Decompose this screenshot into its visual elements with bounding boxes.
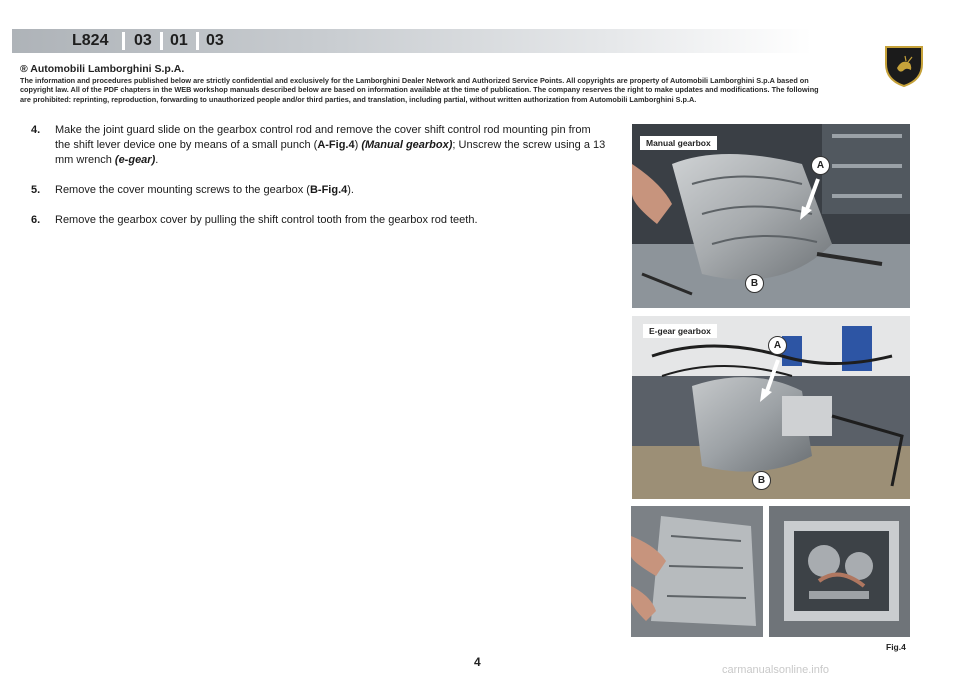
figure-reference: A-Fig.4 bbox=[317, 139, 355, 151]
step-item bbox=[31, 123, 606, 168]
code-separator bbox=[196, 32, 199, 50]
photo-label: E-gear gearbox bbox=[643, 324, 717, 338]
step-number: 5. bbox=[31, 184, 41, 196]
gearbox-type-note: (e-gear) bbox=[114, 154, 156, 166]
figure-reference: B-Fig.4 bbox=[309, 184, 348, 196]
procedure-steps bbox=[31, 123, 606, 243]
step-item bbox=[31, 183, 606, 198]
step-text: Remove the cover mounting screws to the gearbox (B-Fig.4). bbox=[55, 184, 354, 196]
callout-marker: B bbox=[745, 274, 764, 293]
callout-marker: A bbox=[768, 336, 787, 355]
copyright-notice bbox=[20, 63, 826, 104]
code-subgroup: 01 bbox=[170, 32, 188, 49]
code-section: 03 bbox=[206, 32, 224, 49]
lamborghini-shield-icon bbox=[884, 44, 924, 88]
gearbox-type-note: (Manual gearbox) bbox=[361, 139, 453, 151]
figure-caption: Fig.4 bbox=[886, 642, 906, 652]
code-model: L824 bbox=[72, 32, 109, 49]
egear-gearbox-photo bbox=[632, 316, 910, 499]
cover-removal-photo bbox=[631, 506, 763, 637]
photo-label: Manual gearbox bbox=[640, 136, 717, 150]
notice-body: The information and procedures published below are strictly confidential and exclusively for the Lamborghini Dealer Network and Authorized Service Points. All copyrights are property of Automobili Lamborghini S.p.A based on copyright law. All of the PDF chapters in the WEB workshop manuals described below are based on information available at the time of publication. The company reserves the right to make updates and modifications. The following are prohibited: reprinting, reproduction, forwarding to unauthorized people and/or third parties, and translation, including partial, without written authorization from Automobili Lamborghini S.p.A. bbox=[20, 76, 819, 104]
code-separator bbox=[160, 32, 163, 50]
notice-title: ® Automobili Lamborghini S.p.A. bbox=[20, 63, 185, 75]
step-item bbox=[31, 213, 606, 228]
manual-gearbox-photo bbox=[632, 124, 910, 308]
callout-marker: A bbox=[811, 156, 830, 175]
step-number: 4. bbox=[31, 124, 41, 136]
step-text: Remove the gearbox cover by pulling the shift control tooth from the gearbox rod teeth. bbox=[55, 214, 478, 226]
code-separator bbox=[122, 32, 125, 50]
callout-marker: B bbox=[752, 471, 771, 490]
code-group: 03 bbox=[134, 32, 152, 49]
page-number: 4 bbox=[474, 655, 481, 669]
step-text: Make the joint guard slide on the gearbox control rod and remove the cover shift control rod mounting pin from the shift lever device one by means of a small punch (A-Fig.4) (Manual gearbox); Unscrew the screw using a 13 mm wrench (e-gear). bbox=[55, 124, 606, 166]
watermark: carmanualsonline.info bbox=[722, 664, 830, 676]
gearbox-internals-photo bbox=[769, 506, 910, 637]
step-number: 6. bbox=[31, 214, 41, 226]
document-code-band bbox=[12, 29, 812, 53]
